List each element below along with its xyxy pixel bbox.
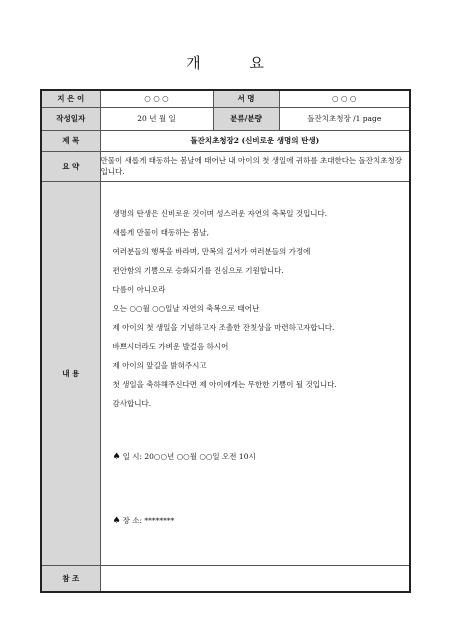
author-label: 지 은 이 <box>41 90 100 107</box>
subject-label: 제 목 <box>41 130 100 151</box>
content-row <box>41 181 410 565</box>
summary-row <box>41 151 410 181</box>
summary-value: 만물이 새롭게 태동하는 봄날에 태어난 내 아이의 첫 생일에 귀하를 초대한다는 돌잔치초청장입니다. <box>100 151 410 181</box>
content-line: 편안함의 기쁨으로 승화되기를 진심으로 기원합니다. <box>112 265 284 275</box>
datetime-line <box>113 451 256 462</box>
content-line: 제 아이의 첫 생일을 기념하고자 조촐한 잔칫상을 마련하고자합니다. <box>112 322 335 332</box>
content-line: 오는 ○○월 ○○일날 자연의 축복으로 태어난 <box>112 303 260 313</box>
place-line <box>113 515 175 526</box>
overview-form <box>40 89 411 593</box>
reference-row <box>41 565 410 592</box>
datetime-text: 일 시: 20○○년 ○○월 ○○일 오전 10시 <box>122 451 256 461</box>
reference-value <box>100 565 410 592</box>
reference-label: 참 조 <box>41 565 100 592</box>
author-row <box>41 90 410 107</box>
date-value: 20 년 월 일 <box>100 107 213 130</box>
spade-icon: ♠ <box>112 515 121 526</box>
spade-icon: ♠ <box>112 451 121 462</box>
category-label: 분류/분량 <box>213 107 279 130</box>
content-line: 제 아이의 앞길을 밝혀주시고 <box>112 360 207 370</box>
content-line: 생명의 탄생은 신비로운 것이며 성스러운 자연의 축복일 것입니다. <box>112 208 328 218</box>
subject-value: 돌잔치초청장2 (신비로운 생명의 탄생) <box>100 130 410 151</box>
date-label: 작성일자 <box>41 107 100 130</box>
category-value: 돌잔치초청장 /1 page <box>279 107 410 130</box>
signature-label: 서 명 <box>213 90 279 107</box>
content-label: 내 용 <box>41 181 100 565</box>
content-line: 바쁘시더라도 가벼운 발걸음 하시어 <box>112 341 229 351</box>
content-line: 다름이 아니오라 <box>112 284 166 294</box>
content-line: 여러분들의 행복을 바라며, 만복의 길서가 여러분들의 가정에 <box>112 246 311 256</box>
author-value: ○ ○ ○ <box>100 90 213 107</box>
content-line: 첫 생일을 축하해주신다면 제 아이에게는 무한한 기쁨이 될 것입니다. <box>112 379 337 389</box>
signature-value: ○ ○ ○ <box>279 90 410 107</box>
date-row <box>41 107 410 130</box>
subject-row <box>41 130 410 151</box>
content-line: 새롭게 만물이 태동하는 봄날, <box>112 227 209 237</box>
summary-label: 요 약 <box>41 151 100 181</box>
content-cell <box>100 181 410 565</box>
content-line: 감사합니다. <box>112 398 152 408</box>
content-body <box>101 182 410 565</box>
place-text: 장 소: ******** <box>122 515 175 525</box>
page-title: 개 요 <box>186 54 286 72</box>
